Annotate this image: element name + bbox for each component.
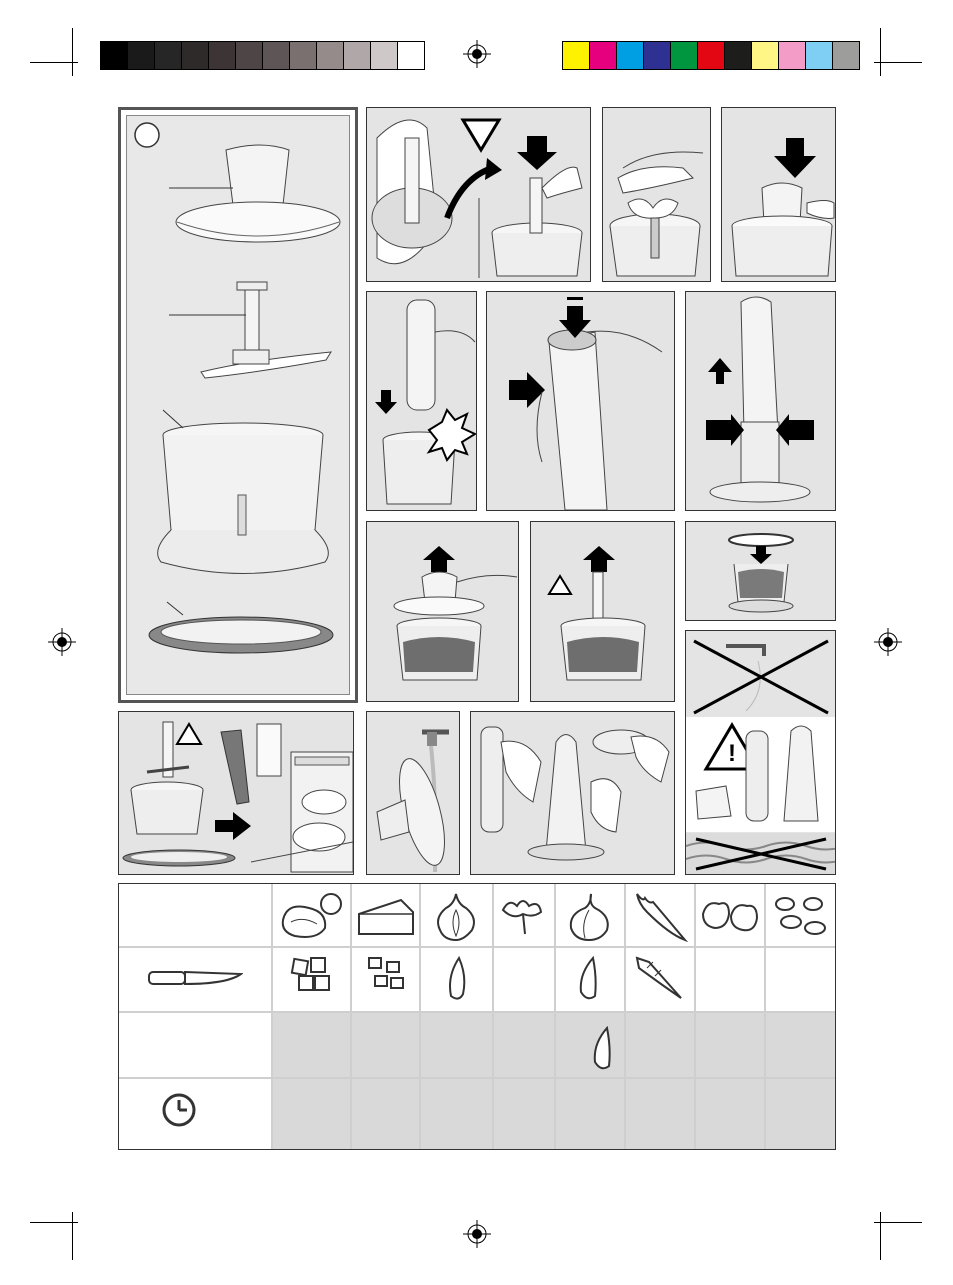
color-swatch bbox=[644, 42, 671, 69]
almond-icon bbox=[769, 892, 831, 940]
garlic-clove-icon bbox=[591, 1026, 615, 1072]
svg-text:!: ! bbox=[728, 740, 736, 767]
step-insert-blade-panel bbox=[366, 107, 591, 282]
parsley-icon bbox=[495, 892, 551, 938]
step-remove-lid-panel bbox=[366, 521, 519, 702]
wipe-clean-panel bbox=[470, 711, 675, 875]
color-swatch bbox=[833, 42, 859, 69]
garlic-icon bbox=[565, 890, 615, 942]
water-warning-panel bbox=[685, 630, 836, 875]
step-attach-motor-panel bbox=[366, 291, 477, 511]
crop-mark bbox=[880, 1212, 881, 1260]
color-swatch bbox=[398, 42, 424, 69]
color-swatch bbox=[344, 42, 371, 69]
blade-icon bbox=[201, 282, 331, 378]
crop-mark bbox=[880, 28, 881, 76]
color-swatch bbox=[209, 42, 236, 69]
color-swatch bbox=[155, 42, 182, 69]
clock-icon bbox=[161, 1092, 197, 1128]
crop-mark bbox=[30, 62, 78, 63]
cheese-pieces-icon bbox=[365, 954, 407, 994]
color-swatch bbox=[263, 42, 290, 69]
parts-overview-panel bbox=[118, 107, 358, 703]
anti-slip-ring-icon bbox=[149, 617, 333, 653]
color-swatch bbox=[101, 42, 128, 69]
meat-icon bbox=[277, 890, 345, 942]
step-lid-on-bowl-panel bbox=[685, 521, 836, 621]
chopper-lid-icon bbox=[176, 145, 340, 242]
meat-cubes-icon bbox=[289, 954, 333, 994]
color-swatch bbox=[317, 42, 344, 69]
gray-color-bar bbox=[100, 41, 425, 70]
color-swatch bbox=[590, 42, 617, 69]
crop-mark bbox=[72, 28, 73, 76]
food-processing-table bbox=[118, 883, 836, 1150]
dishwasher-panel bbox=[118, 711, 354, 875]
color-swatch bbox=[698, 42, 725, 69]
registration-target-icon bbox=[463, 1220, 491, 1248]
crop-mark bbox=[30, 1222, 78, 1223]
walnut-icon bbox=[699, 894, 761, 936]
color-swatch bbox=[752, 42, 779, 69]
garlic-clove-icon bbox=[577, 956, 601, 1002]
color-swatch bbox=[128, 42, 155, 69]
step-release-motor-panel bbox=[685, 291, 836, 511]
step-operate-panel bbox=[486, 291, 675, 511]
chopper-bowl-icon bbox=[158, 423, 329, 574]
carrot-pieces-icon bbox=[631, 954, 685, 1000]
crop-mark bbox=[874, 62, 922, 63]
color-swatch bbox=[182, 42, 209, 69]
crop-mark bbox=[874, 1222, 922, 1223]
process-color-bar bbox=[562, 41, 860, 70]
step-remove-blade-panel bbox=[530, 521, 675, 702]
color-swatch bbox=[671, 42, 698, 69]
color-swatch bbox=[806, 42, 833, 69]
color-swatch bbox=[779, 42, 806, 69]
carrot-icon bbox=[629, 890, 689, 942]
knife-icon bbox=[147, 966, 243, 990]
step-add-food-panel bbox=[602, 107, 711, 282]
onion-slice-icon bbox=[445, 956, 469, 1002]
color-swatch bbox=[371, 42, 398, 69]
onion-icon bbox=[432, 890, 480, 942]
color-swatch bbox=[563, 42, 590, 69]
cheese-icon bbox=[355, 894, 417, 940]
registration-target-icon bbox=[874, 628, 902, 656]
color-swatch bbox=[236, 42, 263, 69]
color-swatch bbox=[617, 42, 644, 69]
registration-target-icon bbox=[463, 40, 491, 68]
rinse-lid-panel bbox=[366, 711, 460, 875]
crop-mark bbox=[72, 1212, 73, 1260]
color-swatch bbox=[290, 42, 317, 69]
registration-target-icon bbox=[48, 628, 76, 656]
color-swatch bbox=[725, 42, 752, 69]
step-press-lid-panel bbox=[721, 107, 836, 282]
